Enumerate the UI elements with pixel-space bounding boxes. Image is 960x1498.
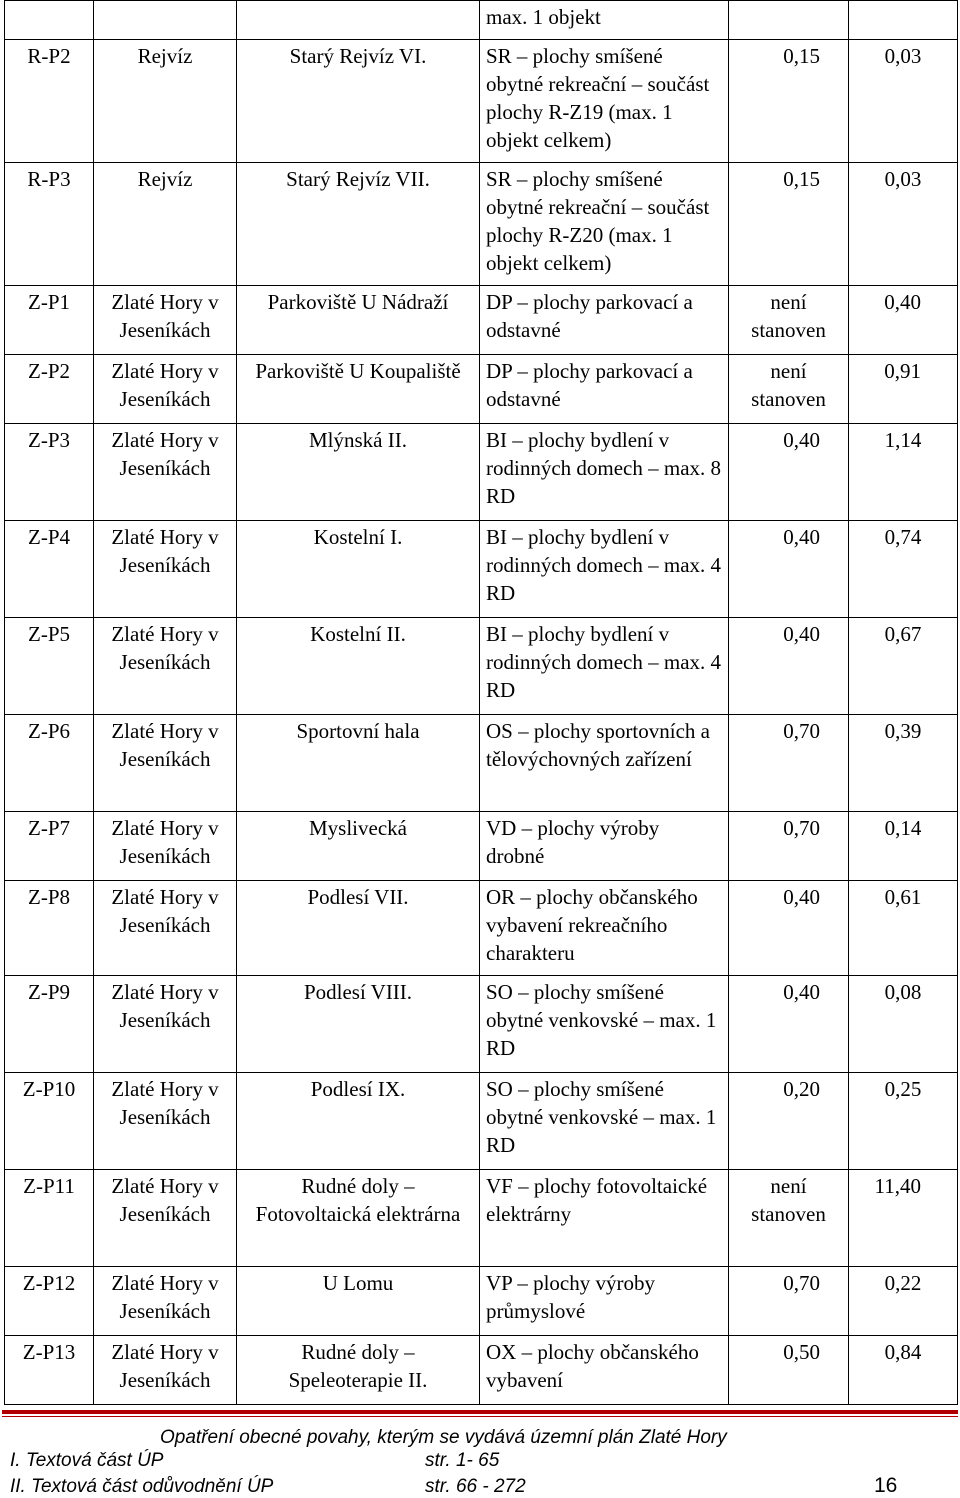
cell-municipality: Zlaté Hory v Jeseníkách [94,812,237,881]
cell-code: Z-P10 [5,1073,94,1170]
table-row [5,715,958,812]
cell-code: Z-P9 [5,976,94,1073]
cell-locality: Rudné doly – Fotovoltaická elektrárna [237,1170,480,1267]
cell-land-use: SR – plochy smíšené obytné rekreační – součást plochy R-Z20 (max. 1 objekt celkem) [480,163,729,286]
cell-locality: Podlesí VII. [237,881,480,976]
cell-area: 0,22 [849,1267,958,1336]
table-row [5,1267,958,1336]
cell-land-use: BI – plochy bydlení v rodinných domech – max. 4 RD [480,618,729,715]
cell-coefficient: 0,40 [729,521,849,618]
cell-coefficient: 0,70 [729,715,849,812]
cell-locality: U Lomu [237,1267,480,1336]
cell-land-use: OR – plochy občanského vybavení rekreačního charakteru [480,881,729,976]
cell-municipality: Zlaté Hory v Jeseníkách [94,881,237,976]
cell-land-use: SR – plochy smíšené obytné rekreační – součást plochy R-Z19 (max. 1 objekt celkem) [480,40,729,163]
cell-municipality: Zlaté Hory v Jeseníkách [94,424,237,521]
footer-rule-thin [2,1416,958,1417]
cell-municipality: Rejvíz [94,40,237,163]
footer-part2-pages: str. 66 - 272 [425,1476,526,1497]
cell-area: 0,67 [849,618,958,715]
table-row [5,1170,958,1267]
cell-code: R-P2 [5,40,94,163]
cell-area: 1,14 [849,424,958,521]
footer-title: Opatření obecné povahy, kterým se vydává územní plán Zlaté Hory [160,1427,727,1448]
cell-coefficient [729,1,849,40]
areas-table-body [5,1,958,1405]
cell-code: R-P3 [5,163,94,286]
table-row [5,163,958,286]
cell-municipality: Zlaté Hory v Jeseníkách [94,286,237,355]
cell-coefficient: 0,40 [729,881,849,976]
footer-part1-pages: str. 1- 65 [425,1450,500,1471]
footer-part1-label: I. Textová část ÚP [10,1450,164,1471]
cell-municipality: Rejvíz [94,163,237,286]
cell-land-use: BI – plochy bydlení v rodinných domech – max. 4 RD [480,521,729,618]
cell-coefficient: není stanoven [729,286,849,355]
cell-locality: Parkoviště U Nádraží [237,286,480,355]
cell-area: 0,25 [849,1073,958,1170]
cell-code: Z-P4 [5,521,94,618]
cell-coefficient: 0,70 [729,812,849,881]
cell-area: 0,08 [849,976,958,1073]
table-row [5,812,958,881]
cell-land-use: OX – plochy občanského vybavení [480,1336,729,1405]
cell-coefficient: 0,40 [729,976,849,1073]
cell-land-use: VD – plochy výroby drobné [480,812,729,881]
cell-municipality: Zlaté Hory v Jeseníkách [94,1170,237,1267]
cell-coefficient: 0,15 [729,40,849,163]
cell-area [849,1,958,40]
cell-land-use: max. 1 objekt [480,1,729,40]
cell-municipality: Zlaté Hory v Jeseníkách [94,715,237,812]
cell-coefficient: 0,20 [729,1073,849,1170]
cell-locality: Kostelní II. [237,618,480,715]
cell-code: Z-P12 [5,1267,94,1336]
cell-municipality: Zlaté Hory v Jeseníkách [94,1267,237,1336]
cell-area: 0,91 [849,355,958,424]
cell-locality: Rudné doly – Speleoterapie II. [237,1336,480,1405]
cell-land-use: VF – plochy fotovoltaické elektrárny [480,1170,729,1267]
table-row [5,1336,958,1405]
cell-code: Z-P2 [5,355,94,424]
cell-coefficient: 0,15 [729,163,849,286]
cell-municipality: Zlaté Hory v Jeseníkách [94,976,237,1073]
table-row [5,976,958,1073]
cell-land-use: BI – plochy bydlení v rodinných domech – max. 8 RD [480,424,729,521]
table-row [5,1073,958,1170]
table-row [5,881,958,976]
table-row [5,521,958,618]
cell-area: 0,03 [849,163,958,286]
cell-land-use: DP – plochy parkovací a odstavné [480,355,729,424]
cell-land-use: VP – plochy výroby průmyslové [480,1267,729,1336]
cell-coefficient: 0,40 [729,618,849,715]
cell-code: Z-P6 [5,715,94,812]
cell-locality: Podlesí IX. [237,1073,480,1170]
cell-code: Z-P5 [5,618,94,715]
cell-code: Z-P8 [5,881,94,976]
table-row [5,1,958,40]
cell-area: 0,03 [849,40,958,163]
cell-locality: Sportovní hala [237,715,480,812]
cell-code [5,1,94,40]
cell-area: 0,14 [849,812,958,881]
cell-municipality: Zlaté Hory v Jeseníkách [94,1336,237,1405]
cell-coefficient: 0,70 [729,1267,849,1336]
cell-code: Z-P13 [5,1336,94,1405]
table-row [5,424,958,521]
cell-locality: Mlýnská II. [237,424,480,521]
cell-code: Z-P7 [5,812,94,881]
footer-part2-label: II. Textová část odůvodnění ÚP [10,1476,274,1497]
cell-locality: Starý Rejvíz VII. [237,163,480,286]
cell-area: 0,84 [849,1336,958,1405]
cell-coefficient: není stanoven [729,1170,849,1267]
cell-locality: Kostelní I. [237,521,480,618]
cell-land-use: DP – plochy parkovací a odstavné [480,286,729,355]
table-row [5,286,958,355]
cell-coefficient: 0,40 [729,424,849,521]
cell-locality [237,1,480,40]
cell-coefficient: není stanoven [729,355,849,424]
cell-municipality [94,1,237,40]
footer-rule [2,1410,958,1414]
cell-land-use: SO – plochy smíšené obytné venkovské – max. 1 RD [480,1073,729,1170]
cell-code: Z-P1 [5,286,94,355]
cell-municipality: Zlaté Hory v Jeseníkách [94,1073,237,1170]
cell-municipality: Zlaté Hory v Jeseníkách [94,618,237,715]
cell-coefficient: 0,50 [729,1336,849,1405]
cell-locality: Parkoviště U Koupaliště [237,355,480,424]
cell-locality: Starý Rejvíz VI. [237,40,480,163]
cell-land-use: OS – plochy sportovních a tělovýchovných zařízení [480,715,729,812]
cell-area: 0,61 [849,881,958,976]
cell-code: Z-P11 [5,1170,94,1267]
cell-area: 0,39 [849,715,958,812]
cell-land-use: SO – plochy smíšené obytné venkovské – max. 1 RD [480,976,729,1073]
cell-municipality: Zlaté Hory v Jeseníkách [94,355,237,424]
cell-area: 0,74 [849,521,958,618]
table-row [5,355,958,424]
table-row [5,618,958,715]
cell-code: Z-P3 [5,424,94,521]
cell-locality: Myslivecká [237,812,480,881]
cell-locality: Podlesí VIII. [237,976,480,1073]
areas-table [4,0,958,1405]
cell-area: 0,40 [849,286,958,355]
cell-municipality: Zlaté Hory v Jeseníkách [94,521,237,618]
page-number: 16 [874,1474,898,1497]
table-row [5,40,958,163]
cell-area: 11,40 [849,1170,958,1267]
